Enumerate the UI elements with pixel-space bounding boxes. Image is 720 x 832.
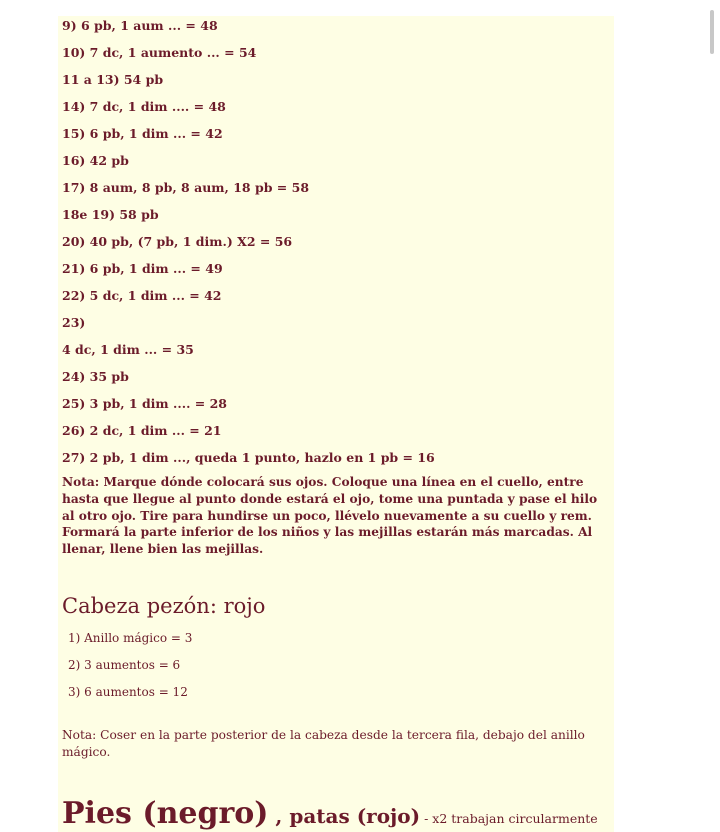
head-step: 3) 6 aumentos = 12: [68, 685, 188, 699]
eyes-note: Nota: Marque dónde colocará sus ojos. Coloque una línea en el cuello, entre hasta que llegue al punto donde estará el ojo, tome una puntada y pase el hilo al otro ojo. Tire para hundirse un poco, llévelo nuevamente a su cuello y rem. Formará la parte inferior de los niños y las mejillas estarán más marcadas. Al llenar, llene bien las mejillas.: [62, 475, 598, 557]
pattern-row: 23): [62, 315, 86, 330]
pattern-row: 15) 6 pb, 1 dim ... = 42: [62, 126, 223, 141]
pattern-row: 10) 7 dc, 1 aumento ... = 54: [62, 45, 257, 60]
section-title: Cabeza pezón: rojo: [62, 594, 266, 618]
pattern-row: 14) 7 dc, 1 dim .... = 48: [62, 99, 226, 114]
feet-title: Pies (negro): [62, 796, 269, 831]
pattern-row: 24) 35 pb: [62, 369, 129, 384]
feet-heading: [62, 794, 598, 832]
pattern-row: 4 dc, 1 dim ... = 35: [62, 342, 194, 357]
pattern-row: 17) 8 aum, 8 pb, 8 aum, 18 pb = 58: [62, 180, 310, 195]
pattern-row: 26) 2 dc, 1 dim ... = 21: [62, 423, 222, 438]
pattern-row: 25) 3 pb, 1 dim .... = 28: [62, 396, 227, 411]
pattern-row: 11 a 13) 54 pb: [62, 72, 164, 87]
scrollbar[interactable]: [706, 0, 720, 832]
pattern-row: 9) 6 pb, 1 aum ... = 48: [62, 18, 218, 33]
feet-subtitle: , patas (rojo): [268, 804, 421, 828]
pattern-row: 18e 19) 58 pb: [62, 207, 159, 222]
pattern-row: 20) 40 pb, (7 pb, 1 dim.) X2 = 56: [62, 234, 293, 249]
feet-note: - x2 trabajan circularmente: [420, 811, 598, 826]
pattern-row: 21) 6 pb, 1 dim ... = 49: [62, 261, 223, 276]
scrollbar-thumb[interactable]: [710, 10, 714, 54]
head-note: Nota: Coser en la parte posterior de la cabeza desde la tercera fila, debajo del anillo mágico.: [62, 728, 585, 759]
head-step: 2) 3 aumentos = 6: [68, 658, 181, 672]
pattern-row: 22) 5 dc, 1 dim ... = 42: [62, 288, 222, 303]
pattern-row: 16) 42 pb: [62, 153, 129, 168]
head-step: 1) Anillo mágico = 3: [68, 631, 193, 645]
pattern-row: 27) 2 pb, 1 dim ..., queda 1 punto, hazlo en 1 pb = 16: [62, 450, 435, 465]
